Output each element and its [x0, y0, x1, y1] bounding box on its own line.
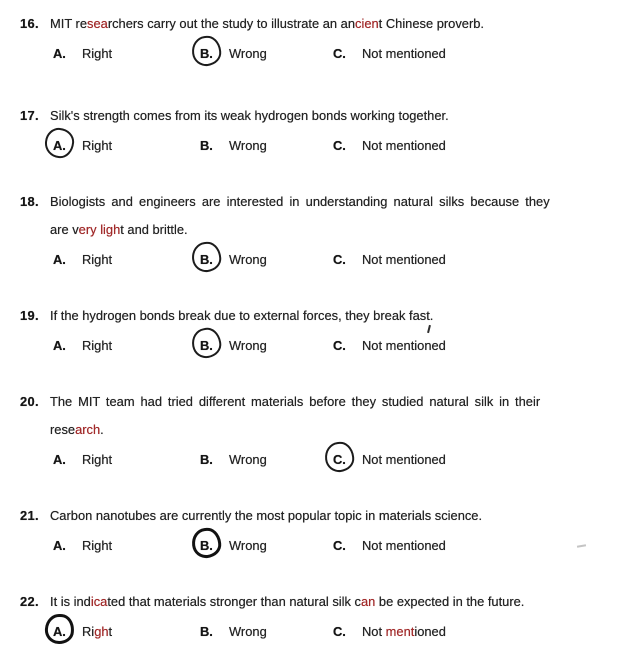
text-segment: .: [100, 422, 104, 437]
red-ink-text-segment: an: [360, 594, 376, 609]
options-row: [20, 332, 620, 360]
answer-option: [333, 246, 620, 274]
text-segment: Not mentioned: [362, 138, 446, 153]
answer-option: [53, 132, 200, 160]
question-text: [50, 502, 620, 530]
text-segment: The MIT team had tried different materials before they studied natural silk in their: [50, 394, 541, 409]
option-label: [362, 40, 446, 68]
answer-option: [200, 446, 333, 474]
answer-option: [53, 532, 200, 560]
text-segment: If the hydrogen bonds break due to external forces, they break fast.: [50, 308, 434, 323]
answer-option: [53, 40, 200, 68]
option-letter: B.: [200, 40, 217, 68]
options-row: [20, 618, 620, 646]
option-letter: A.: [53, 252, 66, 267]
text-segment: ted that materials stronger than natural silk c: [107, 594, 361, 609]
option-letter: C.: [333, 624, 346, 639]
text-segment: ioned: [414, 624, 446, 639]
text-segment: Ri: [82, 624, 95, 639]
option-label: [229, 332, 267, 360]
option-label: [82, 532, 112, 560]
question-row: [20, 302, 620, 330]
option-letter: C.: [333, 446, 350, 474]
answer-option: [333, 446, 620, 474]
option-letter: C.: [333, 138, 346, 153]
red-ink-text-segment: ery: [78, 222, 97, 237]
question-row: [20, 388, 620, 444]
answer-option: [200, 40, 333, 68]
option-letter: C.: [333, 338, 346, 353]
answer-option: [333, 40, 620, 68]
text-segment: Not mentioned: [362, 538, 446, 553]
question-number: 22.: [20, 594, 39, 609]
answer-option: [53, 446, 200, 474]
question-row: [20, 502, 620, 530]
text-segment: Not mentioned: [362, 452, 446, 467]
option-letter: A.: [53, 338, 66, 353]
text-segment: t: [108, 624, 113, 639]
question-row: [20, 10, 620, 38]
answer-option: [200, 618, 333, 646]
option-label: [82, 618, 112, 646]
question-text: [50, 10, 620, 38]
option-letter: C.: [333, 46, 346, 61]
text-segment: MIT re: [50, 16, 88, 31]
option-letter: B.: [200, 624, 213, 639]
red-ink-text-segment: cien: [355, 16, 379, 31]
option-label: [229, 532, 267, 560]
question-number: 18.: [20, 194, 39, 209]
red-ink-text-segment: sea: [87, 16, 108, 31]
option-label: [82, 332, 112, 360]
question-number: 17.: [20, 108, 39, 123]
answer-option: [333, 332, 620, 360]
question-text: [50, 188, 620, 244]
text-segment: Right: [82, 538, 113, 553]
option-letter: A.: [53, 452, 66, 467]
red-ink-text-segment: gh: [94, 624, 109, 639]
text-segment: t and brittle.: [120, 222, 188, 237]
question-block: [20, 502, 620, 560]
question-block: [20, 10, 620, 68]
question-block: [20, 188, 620, 274]
text-segment: Not mentioned: [362, 46, 446, 61]
question-row: [20, 588, 620, 616]
option-letter: A.: [53, 618, 70, 646]
option-letter: A.: [53, 538, 66, 553]
text-segment: are v: [50, 222, 79, 237]
option-label: [229, 132, 267, 160]
option-letter: B.: [200, 532, 217, 560]
option-label: [82, 246, 112, 274]
question-block: [20, 102, 620, 160]
option-letter: B.: [200, 246, 217, 274]
text-segment: Right: [82, 338, 113, 353]
option-label: [362, 246, 446, 274]
red-ink-text-segment: ment: [385, 624, 415, 639]
option-label: [229, 446, 267, 474]
answer-option: [53, 246, 200, 274]
answer-option: [200, 132, 333, 160]
option-letter: A.: [53, 132, 70, 160]
text-segment: It is ind: [50, 594, 91, 609]
option-letter: B.: [200, 452, 213, 467]
question-number: 16.: [20, 16, 39, 31]
question-text: [50, 102, 620, 130]
options-row: [20, 40, 620, 68]
text-segment: Right: [82, 252, 113, 267]
option-label: [362, 618, 446, 646]
option-label: [229, 618, 267, 646]
option-label: [82, 40, 112, 68]
option-letter: B.: [200, 138, 213, 153]
red-ink-text-segment: ica: [90, 594, 108, 609]
question-text: [50, 588, 620, 616]
question-text: [50, 302, 620, 330]
red-ink-text-segment: ligh: [100, 222, 121, 237]
questions-list: [20, 10, 620, 646]
answer-option: [53, 618, 200, 646]
question-block: [20, 388, 620, 474]
text-segment: Wrong: [229, 46, 267, 61]
answer-option: [200, 332, 333, 360]
answer-option: [53, 332, 200, 360]
answer-option: [200, 246, 333, 274]
question-number: 19.: [20, 308, 39, 323]
question-block: [20, 588, 620, 646]
answer-option: [200, 532, 333, 560]
question-row: [20, 102, 620, 130]
option-label: [362, 332, 446, 360]
text-segment: Carbon nanotubes are currently the most popular topic in materials science.: [50, 508, 483, 523]
red-ink-text-segment: arch: [75, 422, 101, 437]
option-label: [362, 532, 446, 560]
option-letter: B.: [200, 332, 217, 360]
options-row: [20, 246, 620, 274]
option-letter: A.: [53, 46, 66, 61]
option-label: [82, 446, 112, 474]
question-block: [20, 302, 620, 360]
option-label: [229, 246, 267, 274]
hand-drawn-answer-circle: [44, 613, 75, 645]
text-segment: Wrong: [229, 252, 267, 267]
question-number: 21.: [20, 508, 39, 523]
question-row: [20, 188, 620, 244]
answer-option: [333, 618, 620, 646]
text-segment: Not mentioned: [362, 338, 446, 353]
hand-drawn-answer-circle: [44, 127, 76, 159]
text-segment: Right: [82, 46, 113, 61]
text-segment: rese: [50, 422, 76, 437]
question-text: [50, 388, 620, 444]
text-segment: Not: [362, 624, 386, 639]
option-letter: C.: [333, 538, 346, 553]
options-row: [20, 132, 620, 160]
text-segment: Wrong: [229, 138, 267, 153]
options-row: [20, 532, 620, 560]
text-segment: Wrong: [229, 452, 267, 467]
text-segment: Silk's strength comes from its weak hydrogen bonds working together.: [50, 108, 449, 123]
option-letter: C.: [333, 252, 346, 267]
options-row: [20, 446, 620, 474]
text-segment: Wrong: [229, 538, 267, 553]
text-segment: Wrong: [229, 624, 267, 639]
option-label: [82, 132, 112, 160]
option-label: [229, 40, 267, 68]
text-segment: Right: [82, 452, 113, 467]
text-segment: rchers carry out the study to illustrate an an: [107, 16, 356, 31]
text-segment: be expected in the future.: [375, 594, 525, 609]
option-label: [362, 132, 446, 160]
option-label: [362, 446, 446, 474]
text-segment: Right: [82, 138, 113, 153]
answer-option: [333, 132, 620, 160]
text-segment: t Chinese proverb.: [378, 16, 484, 31]
text-segment: Wrong: [229, 338, 267, 353]
question-number: 20.: [20, 394, 39, 409]
text-segment: Not mentioned: [362, 252, 446, 267]
text-segment: Biologists and engineers are interested in understanding natural silks because they: [50, 194, 550, 209]
